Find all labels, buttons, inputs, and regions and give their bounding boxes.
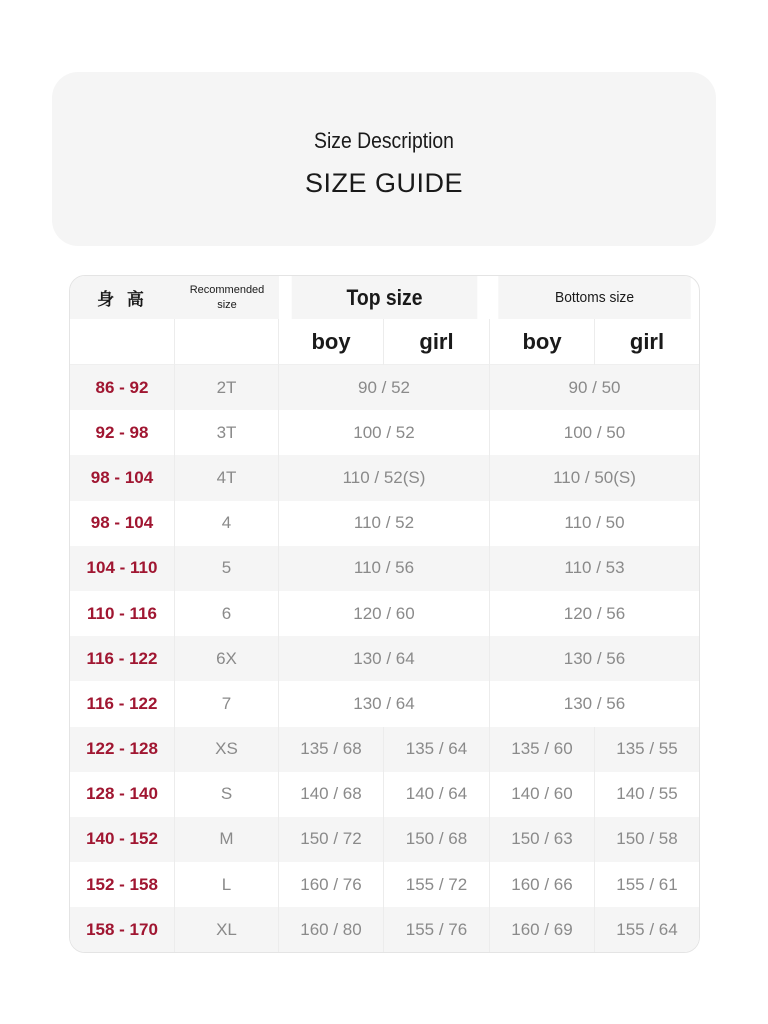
top-size-cell: 130 / 64 xyxy=(279,681,490,726)
bottoms-size-cell: 110 / 50 xyxy=(490,501,699,546)
bottoms-girl-cell: 140 / 55 xyxy=(595,772,699,817)
subheader-bottoms-boy: boy xyxy=(490,319,595,365)
size-table xyxy=(69,275,700,953)
bottoms-size-cell: 130 / 56 xyxy=(490,636,699,681)
top-boy-cell: 150 / 72 xyxy=(279,817,384,862)
bottoms-boy-cell: 140 / 60 xyxy=(490,772,595,817)
bottoms-size-cell: 100 / 50 xyxy=(490,410,699,455)
bottoms-girl-cell: 155 / 61 xyxy=(595,862,699,907)
column-header-height: 身 高 xyxy=(70,276,175,319)
top-boy-cell: 160 / 76 xyxy=(279,862,384,907)
size-cell: XS xyxy=(175,727,279,772)
size-table-grid xyxy=(70,276,699,952)
column-header-bottoms-size: Bottoms size xyxy=(498,276,690,319)
bottoms-size-cell: 110 / 50(S) xyxy=(490,455,699,500)
top-size-cell: 90 / 52 xyxy=(279,365,490,410)
column-header-recommended-size xyxy=(175,276,279,319)
top-size-cell: 130 / 64 xyxy=(279,636,490,681)
size-cell: S xyxy=(175,772,279,817)
top-girl-cell: 155 / 72 xyxy=(384,862,490,907)
top-size-cell: 110 / 52(S) xyxy=(279,455,490,500)
size-cell: 6 xyxy=(175,591,279,636)
size-cell: 4 xyxy=(175,501,279,546)
top-girl-cell: 135 / 64 xyxy=(384,727,490,772)
top-boy-cell: 160 / 80 xyxy=(279,907,384,952)
subheader-top-girl: girl xyxy=(384,319,490,365)
subheader-top-boy: boy xyxy=(279,319,384,365)
size-cell: M xyxy=(175,817,279,862)
size-cell: XL xyxy=(175,907,279,952)
bottoms-size-cell: 110 / 53 xyxy=(490,546,699,591)
height-cell: 116 - 122 xyxy=(70,681,175,726)
top-size-cell: 100 / 52 xyxy=(279,410,490,455)
size-cell: 3T xyxy=(175,410,279,455)
header-title: Size Description xyxy=(314,128,454,153)
bottoms-size-cell: 120 / 56 xyxy=(490,591,699,636)
height-cell: 128 - 140 xyxy=(70,772,175,817)
top-size-cell: 110 / 56 xyxy=(279,546,490,591)
top-girl-cell: 150 / 68 xyxy=(384,817,490,862)
top-boy-cell: 135 / 68 xyxy=(279,727,384,772)
bottoms-girl-cell: 150 / 58 xyxy=(595,817,699,862)
size-cell: L xyxy=(175,862,279,907)
column-header-top-size: Top size xyxy=(292,276,478,319)
height-cell: 110 - 116 xyxy=(70,591,175,636)
header-card xyxy=(52,72,716,246)
height-cell: 140 - 152 xyxy=(70,817,175,862)
header-subtitle: SIZE GUIDE xyxy=(304,168,464,198)
bottoms-size-cell: 130 / 56 xyxy=(490,681,699,726)
top-girl-cell: 140 / 64 xyxy=(384,772,490,817)
size-cell: 7 xyxy=(175,681,279,726)
height-cell: 122 - 128 xyxy=(70,727,175,772)
bottoms-size-cell: 90 / 50 xyxy=(490,365,699,410)
bottoms-girl-cell: 135 / 55 xyxy=(595,727,699,772)
height-cell: 158 - 170 xyxy=(70,907,175,952)
height-cell: 98 - 104 xyxy=(70,455,175,500)
top-boy-cell: 140 / 68 xyxy=(279,772,384,817)
height-cell: 152 - 158 xyxy=(70,862,175,907)
height-cell: 116 - 122 xyxy=(70,636,175,681)
subheader-blank xyxy=(175,319,279,365)
height-cell: 104 - 110 xyxy=(70,546,175,591)
size-cell: 6X xyxy=(175,636,279,681)
subheader-bottoms-girl: girl xyxy=(595,319,699,365)
height-cell: 86 - 92 xyxy=(70,365,175,410)
size-cell: 4T xyxy=(175,455,279,500)
bottoms-girl-cell: 155 / 64 xyxy=(595,907,699,952)
recommended-line1: Recommended xyxy=(189,283,265,296)
size-cell: 5 xyxy=(175,546,279,591)
top-girl-cell: 155 / 76 xyxy=(384,907,490,952)
height-cell: 98 - 104 xyxy=(70,501,175,546)
bottoms-boy-cell: 160 / 69 xyxy=(490,907,595,952)
bottoms-boy-cell: 160 / 66 xyxy=(490,862,595,907)
height-cell: 92 - 98 xyxy=(70,410,175,455)
size-cell: 2T xyxy=(175,365,279,410)
recommended-line2: size xyxy=(217,298,237,311)
subheader-blank xyxy=(70,319,175,365)
top-size-cell: 120 / 60 xyxy=(279,591,490,636)
bottoms-boy-cell: 150 / 63 xyxy=(490,817,595,862)
bottoms-boy-cell: 135 / 60 xyxy=(490,727,595,772)
top-size-cell: 110 / 52 xyxy=(279,501,490,546)
